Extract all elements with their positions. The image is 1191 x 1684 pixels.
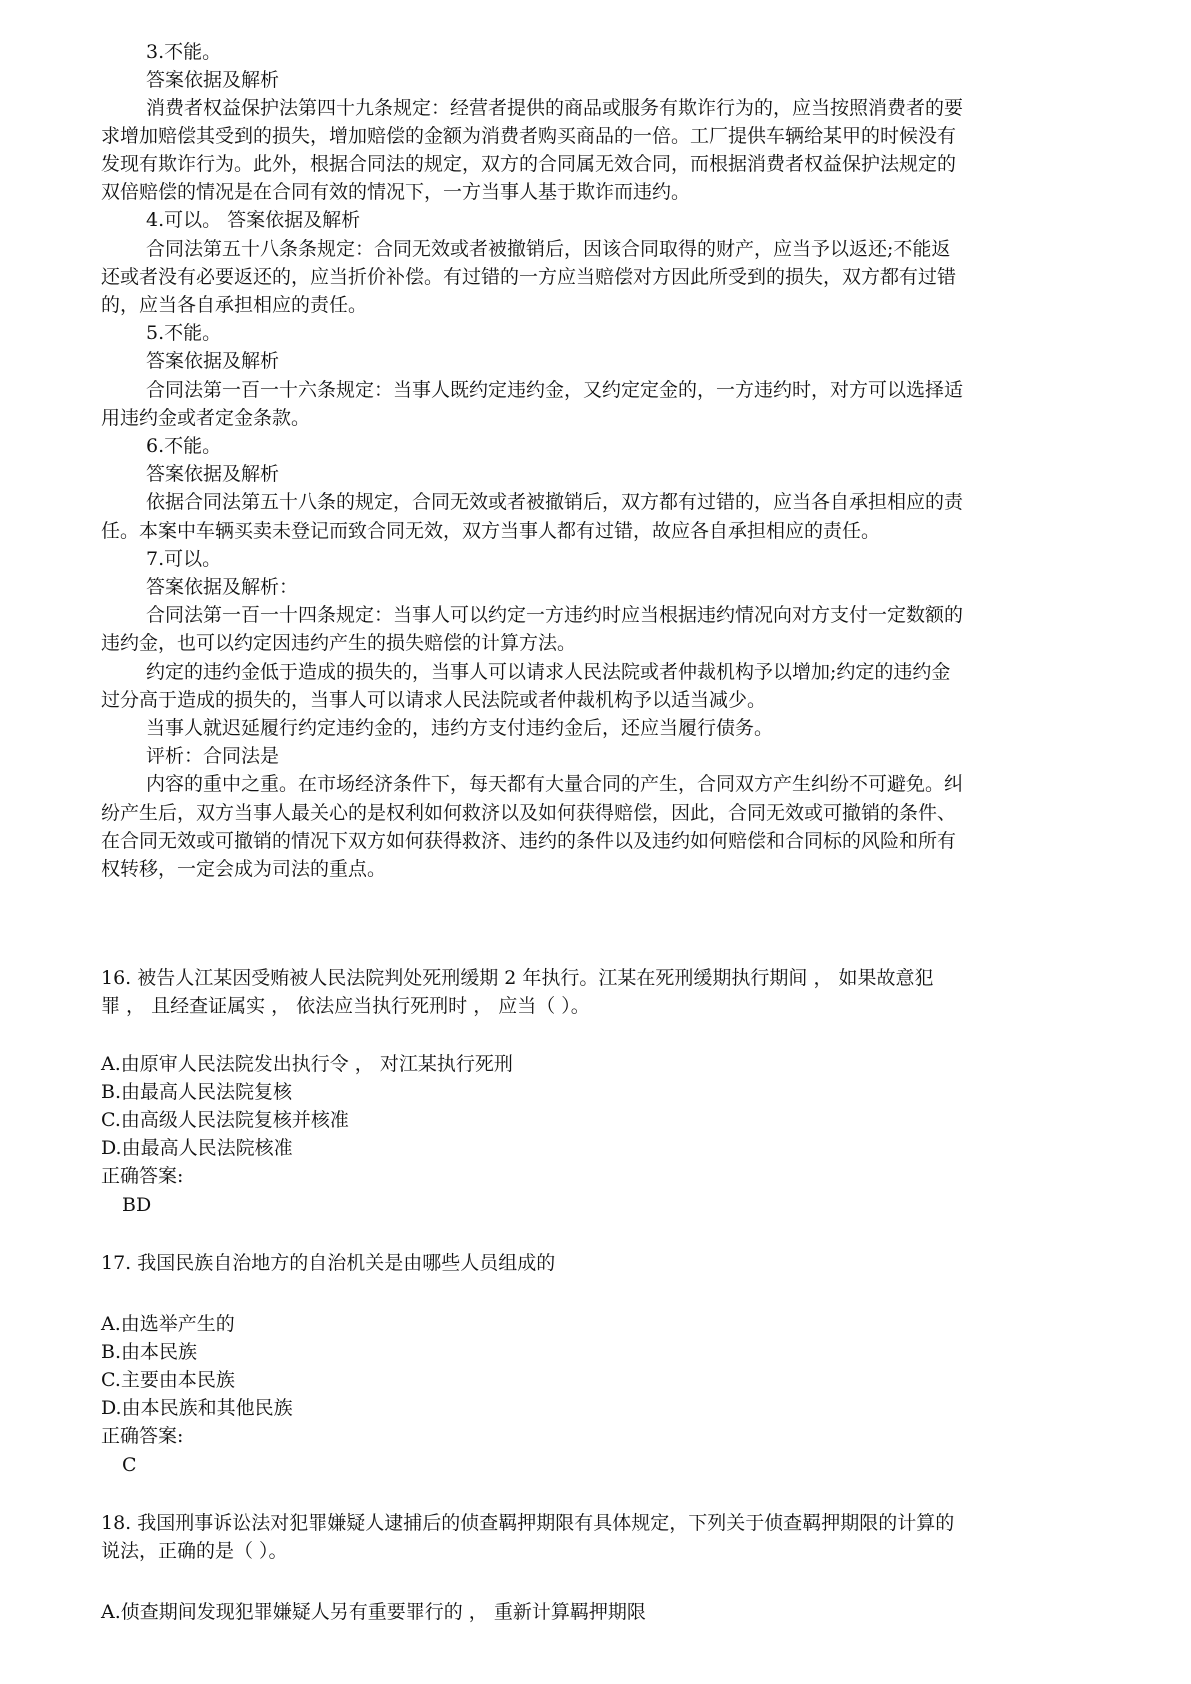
question-17-answer-label: 正确答案:	[101, 1425, 184, 1447]
question-16-stem: 罪 ， 且经查证属实 ， 依法应当执行死刑时 ， 应当（ ）。	[101, 995, 590, 1017]
question-16-option-c: C.由高级人民法院复核并核准	[101, 1109, 349, 1131]
question-16-option-a: A.由原审人民法院发出执行令 ， 对江某执行死刑	[101, 1053, 513, 1075]
answer-5-title: 5.不能。	[146, 322, 222, 344]
review-text-line: 纷产生后，双方当事人最关心的是权利如何救济以及如何获得赔偿，因此，合同无效或可撤销的条件、	[101, 802, 957, 824]
answer-6-text-line: 依据合同法第五十八条的规定，合同无效或者被撤销后，双方都有过错的，应当各自承担相应的责	[146, 491, 964, 513]
answer-6-title: 6.不能。	[146, 435, 222, 457]
answer-3-text-line: 双倍赔偿的情况是在合同有效的情况下，一方当事人基于欺诈而违约。	[101, 181, 691, 203]
question-18-option-a: A.侦查期间发现犯罪嫌疑人另有重要罪行的 ， 重新计算羁押期限	[101, 1601, 646, 1623]
answer-3-text-line: 发现有欺诈行为。此外，根据合同法的规定，双方的合同属无效合同，而根据消费者权益保护法规定的	[101, 153, 957, 175]
question-17-option-d: D.由本民族和其他民族	[101, 1397, 293, 1419]
answer-3-title: 3.不能。	[146, 41, 222, 63]
review-title: 评析：合同法是	[146, 745, 280, 767]
answer-6-basis-heading: 答案依据及解析	[146, 463, 280, 485]
answer-4-text-line: 的，应当各自承担相应的责任。	[101, 294, 368, 316]
answer-5-basis-heading: 答案依据及解析	[146, 350, 280, 372]
answer-7-text-line: 约定的违约金低于造成的损失的，当事人可以请求人民法院或者仲裁机构予以增加;约定的违约金	[146, 661, 951, 683]
answer-5-text-line: 用违约金或者定金条款。	[101, 407, 311, 429]
question-16-option-b: B.由最高人民法院复核	[101, 1081, 293, 1103]
answer-4-text-line: 合同法第五十八条条规定：合同无效或者被撤销后，因该合同取得的财产，应当予以返还;不能返	[146, 238, 951, 260]
answer-7-text-line: 过分高于造成的损失的，当事人可以请求人民法院或者仲裁机构予以适当减少。	[101, 689, 767, 711]
review-text-line: 权转移，一定会成为司法的重点。	[101, 858, 387, 880]
answer-6-text-line: 任。本案中车辆买卖未登记而致合同无效，双方当事人都有过错，故应各自承担相应的责任。	[101, 520, 881, 542]
answer-7-text-line: 当事人就迟延履行约定违约金的，违约方支付违约金后，还应当履行债务。	[146, 717, 774, 739]
answer-4-title: 4.可以。 答案依据及解析	[146, 209, 361, 231]
question-16-option-d: D.由最高人民法院核准	[101, 1137, 293, 1159]
question-18-stem: 18. 我国刑事诉讼法对犯罪嫌疑人逮捕后的侦查羁押期限有具体规定，下列关于侦查羁押期限的计算的	[101, 1512, 955, 1534]
answer-4-text-line: 还或者没有必要返还的，应当折价补偿。有过错的一方应当赔偿对方因此所受到的损失，双方都有过错	[101, 266, 957, 288]
question-17-option-c: C.主要由本民族	[101, 1369, 235, 1391]
question-16-stem: 16. 被告人江某因受贿被人民法院判处死刑缓期 2 年执行。江某在死刑缓期执行期间 ， 如果故意犯	[101, 967, 934, 989]
question-17-answer: C	[122, 1454, 137, 1476]
question-16-answer: BD	[122, 1194, 152, 1216]
answer-7-title: 7.可以。	[146, 548, 222, 570]
answer-3-text-line: 消费者权益保护法第四十九条规定：经营者提供的商品或服务有欺诈行为的，应当按照消费者的要	[146, 97, 964, 119]
answer-7-basis-heading: 答案依据及解析：	[146, 576, 299, 598]
review-text-line: 内容的重中之重。在市场经济条件下，每天都有大量合同的产生，合同双方产生纠纷不可避免。纠	[146, 773, 964, 795]
answer-3-text-line: 求增加赔偿其受到的损失，增加赔偿的金额为消费者购买商品的一倍。工厂提供车辆给某甲的时候没有	[101, 125, 957, 147]
answer-5-text-line: 合同法第一百一十六条规定：当事人既约定违约金，又约定定金的，一方违约时，对方可以选择适	[146, 379, 964, 401]
question-17-option-b: B.由本民族	[101, 1341, 198, 1363]
answer-3-basis-heading: 答案依据及解析	[146, 69, 280, 91]
question-18-stem: 说法，正确的是（ ）。	[101, 1540, 288, 1562]
question-17-option-a: A.由选举产生的	[101, 1313, 235, 1335]
review-text-line: 在合同无效或可撤销的情况下双方如何获得救济、违约的条件以及违约如何赔偿和合同标的风险和所有	[101, 830, 957, 852]
answer-7-text-line: 违约金，也可以约定因违约产生的损失赔偿的计算方法。	[101, 632, 577, 654]
question-16-answer-label: 正确答案:	[101, 1165, 184, 1187]
answer-7-text-line: 合同法第一百一十四条规定：当事人可以约定一方违约时应当根据违约情况向对方支付一定数额的	[146, 604, 964, 626]
question-17-stem: 17. 我国民族自治地方的自治机关是由哪些人员组成的	[101, 1252, 556, 1274]
